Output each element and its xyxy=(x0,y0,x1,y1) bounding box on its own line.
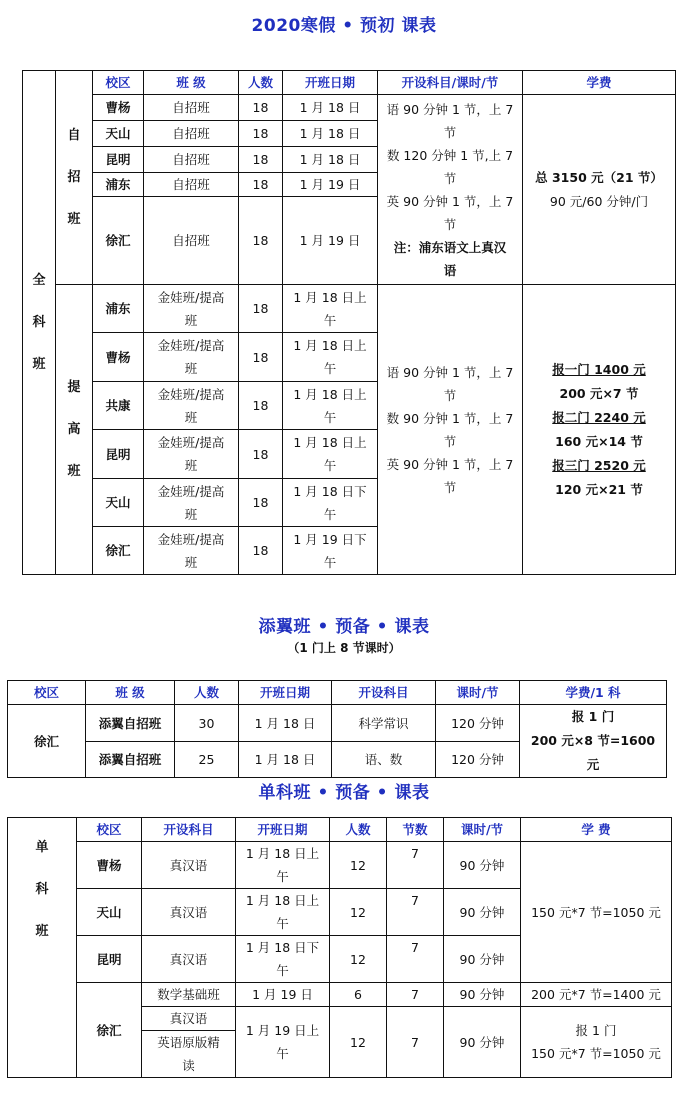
hours-cell: 90 分钟 xyxy=(444,842,521,889)
subject-cell: 英语原版精 读 xyxy=(142,1031,236,1078)
date-cell: 1 月 18 日 xyxy=(239,705,332,742)
count-cell: 18 xyxy=(239,121,283,147)
campus-cell: 曹杨 xyxy=(93,333,144,382)
title-tianyi-schedule: 添翼班 • 预备 • 课表 xyxy=(258,617,430,637)
count-cell: 12 xyxy=(330,1007,387,1078)
lessons-cell: 7 xyxy=(387,936,444,983)
lessons-cell: 7 xyxy=(387,842,444,889)
date-cell: 1 月 18 日 xyxy=(283,95,378,121)
campus-cell: 浦东 xyxy=(93,285,144,333)
class-cell: 自招班 xyxy=(144,147,239,173)
header-count: 人数 xyxy=(330,818,387,842)
tianyi-table xyxy=(7,680,667,778)
title-single-subject-schedule: 单科班 • 预备 • 课表 xyxy=(258,783,430,803)
campus-cell: 徐汇 xyxy=(8,705,86,778)
class-cell: 自招班 xyxy=(144,173,239,197)
campus-cell: 徐汇 xyxy=(93,527,144,575)
date-cell: 1 月 18 日上 午 xyxy=(283,382,378,430)
group-label-zizhao: 自 招 班 xyxy=(56,71,93,285)
date-cell: 1 月 19 日上 午 xyxy=(236,1007,330,1078)
subject-cell: 真汉语 xyxy=(142,842,236,889)
header-start-date: 开班日期 xyxy=(239,681,332,705)
table-row xyxy=(8,842,672,889)
header-campus: 校区 xyxy=(8,681,86,705)
class-cell: 添翼自招班 xyxy=(86,705,175,742)
group-label-single: 单 科 班 xyxy=(8,818,77,1078)
class-cell: 金娃班/提高 班 xyxy=(144,382,239,430)
count-cell: 6 xyxy=(330,983,387,1007)
zizhao-fee: 总 3150 元（21 节） 90 元/60 分钟/门 xyxy=(523,95,676,285)
subject-cell: 真汉语 xyxy=(142,889,236,936)
header-campus: 校区 xyxy=(77,818,142,842)
table-header-row xyxy=(8,818,672,842)
lessons-cell: 7 xyxy=(387,983,444,1007)
date-cell: 1 月 18 日下 午 xyxy=(283,479,378,527)
header-hours: 课时/节 xyxy=(444,818,521,842)
campus-cell: 天山 xyxy=(77,889,142,936)
group-label-tigao: 提 高 班 xyxy=(56,285,93,575)
count-cell: 18 xyxy=(239,173,283,197)
tigao-fee: 报一门 1400 元 200 元×7 节 报二门 2240 元 160 元×14 节 报三门 2520 元 120 元×21 节 xyxy=(523,285,676,575)
table-row xyxy=(8,983,672,1007)
date-cell: 1 月 19 日下 午 xyxy=(283,527,378,575)
count-cell: 18 xyxy=(239,147,283,173)
header-count: 人数 xyxy=(175,681,239,705)
date-cell: 1 月 18 日 xyxy=(283,121,378,147)
count-cell: 18 xyxy=(239,197,283,285)
class-cell: 金娃班/提高 班 xyxy=(144,333,239,382)
date-cell: 1 月 18 日上 午 xyxy=(283,430,378,479)
hours-cell: 90 分钟 xyxy=(444,983,521,1007)
header-lessons: 节数 xyxy=(387,818,444,842)
header-fee: 学费/1 科 xyxy=(520,681,667,705)
class-cell: 金娃班/提高 班 xyxy=(144,527,239,575)
hours-cell: 90 分钟 xyxy=(444,889,521,936)
count-cell: 18 xyxy=(239,527,283,575)
count-cell: 12 xyxy=(330,842,387,889)
campus-cell: 昆明 xyxy=(77,936,142,983)
full-subject-table xyxy=(22,70,676,575)
campus-cell: 徐汇 xyxy=(77,983,142,1078)
table-row xyxy=(23,95,676,121)
count-cell: 12 xyxy=(330,889,387,936)
header-count: 人数 xyxy=(239,71,283,95)
header-class: 班 级 xyxy=(86,681,175,705)
fee-cell: 200 元*7 节=1400 元 xyxy=(521,983,672,1007)
class-cell: 自招班 xyxy=(144,121,239,147)
class-cell: 金娃班/提高 班 xyxy=(144,430,239,479)
count-cell: 18 xyxy=(239,95,283,121)
fee-cell: 报 1 门 150 元*7 节=1050 元 xyxy=(521,1007,672,1078)
date-cell: 1 月 19 日 xyxy=(283,173,378,197)
table-row xyxy=(23,285,676,333)
campus-cell: 昆明 xyxy=(93,147,144,173)
count-cell: 12 xyxy=(330,936,387,983)
hours-cell: 120 分钟 xyxy=(436,705,520,742)
class-cell: 金娃班/提高 班 xyxy=(144,479,239,527)
tianyi-fee: 报 1 门 200 元×8 节=1600 元 xyxy=(520,705,667,778)
header-subjects: 开设科目 xyxy=(332,681,436,705)
count-cell: 18 xyxy=(239,430,283,479)
fee-cell: 150 元*7 节=1050 元 xyxy=(521,842,672,983)
zizhao-subjects: 语 90 分钟 1 节，上 7 节 数 120 分钟 1 节,上 7 节 英 90 分钟 1 节，上 7 节 注：浦东语文上真汉 语 xyxy=(378,95,523,285)
header-class: 班 级 xyxy=(144,71,239,95)
subtitle-tianyi: （1 门上 8 节课时） xyxy=(287,641,401,655)
date-cell: 1 月 18 日上 午 xyxy=(283,285,378,333)
campus-cell: 曹杨 xyxy=(77,842,142,889)
campus-cell: 曹杨 xyxy=(93,95,144,121)
table-header-row xyxy=(23,71,676,95)
subject-cell: 真汉语 xyxy=(142,1007,236,1031)
class-cell: 添翼自招班 xyxy=(86,742,175,778)
header-campus: 校区 xyxy=(93,71,144,95)
count-cell: 18 xyxy=(239,382,283,430)
header-subjects: 开设科目/课时/节 xyxy=(378,71,523,95)
campus-cell: 浦东 xyxy=(93,173,144,197)
class-cell: 金娃班/提高 班 xyxy=(144,285,239,333)
header-fee: 学 费 xyxy=(521,818,672,842)
count-cell: 25 xyxy=(175,742,239,778)
hours-cell: 120 分钟 xyxy=(436,742,520,778)
count-cell: 18 xyxy=(239,479,283,527)
title-winter-schedule: 2020寒假 • 预初 课表 xyxy=(251,16,437,36)
campus-cell: 天山 xyxy=(93,121,144,147)
hours-cell: 90 分钟 xyxy=(444,936,521,983)
date-cell: 1 月 18 日 xyxy=(239,742,332,778)
header-hours: 课时/节 xyxy=(436,681,520,705)
date-cell: 1 月 18 日下 午 xyxy=(236,936,330,983)
header-fee: 学费 xyxy=(523,71,676,95)
header-subjects: 开设科目 xyxy=(142,818,236,842)
single-subject-table xyxy=(7,817,672,1078)
header-start-date: 开班日期 xyxy=(283,71,378,95)
header-start-date: 开班日期 xyxy=(236,818,330,842)
group-label-full: 全 科 班 xyxy=(23,71,56,575)
date-cell: 1 月 18 日上 午 xyxy=(236,889,330,936)
date-cell: 1 月 18 日 xyxy=(283,147,378,173)
lessons-cell: 7 xyxy=(387,889,444,936)
count-cell: 18 xyxy=(239,285,283,333)
zizhao-note: 注：浦东语文上真汉 xyxy=(393,239,507,255)
lessons-cell: 7 xyxy=(387,1007,444,1078)
date-cell: 1 月 18 日上 午 xyxy=(236,842,330,889)
count-cell: 18 xyxy=(239,333,283,382)
subject-cell: 数学基础班 xyxy=(142,983,236,1007)
class-cell: 自招班 xyxy=(144,95,239,121)
date-cell: 1 月 19 日 xyxy=(283,197,378,285)
subject-cell: 真汉语 xyxy=(142,936,236,983)
subject-cell: 语、数 xyxy=(332,742,436,778)
hours-cell: 90 分钟 xyxy=(444,1007,521,1078)
campus-cell: 昆明 xyxy=(93,430,144,479)
campus-cell: 徐汇 xyxy=(93,197,144,285)
count-cell: 30 xyxy=(175,705,239,742)
date-cell: 1 月 18 日上 午 xyxy=(283,333,378,382)
table-header-row xyxy=(8,681,667,705)
subject-cell: 科学常识 xyxy=(332,705,436,742)
date-cell: 1 月 19 日 xyxy=(236,983,330,1007)
campus-cell: 共康 xyxy=(93,382,144,430)
tigao-subjects: 语 90 分钟 1 节，上 7 节 数 90 分钟 1 节，上 7 节 英 90 分钟 1 节，上 7 节 xyxy=(378,285,523,575)
table-row xyxy=(8,705,667,742)
campus-cell: 天山 xyxy=(93,479,144,527)
class-cell: 自招班 xyxy=(144,197,239,285)
